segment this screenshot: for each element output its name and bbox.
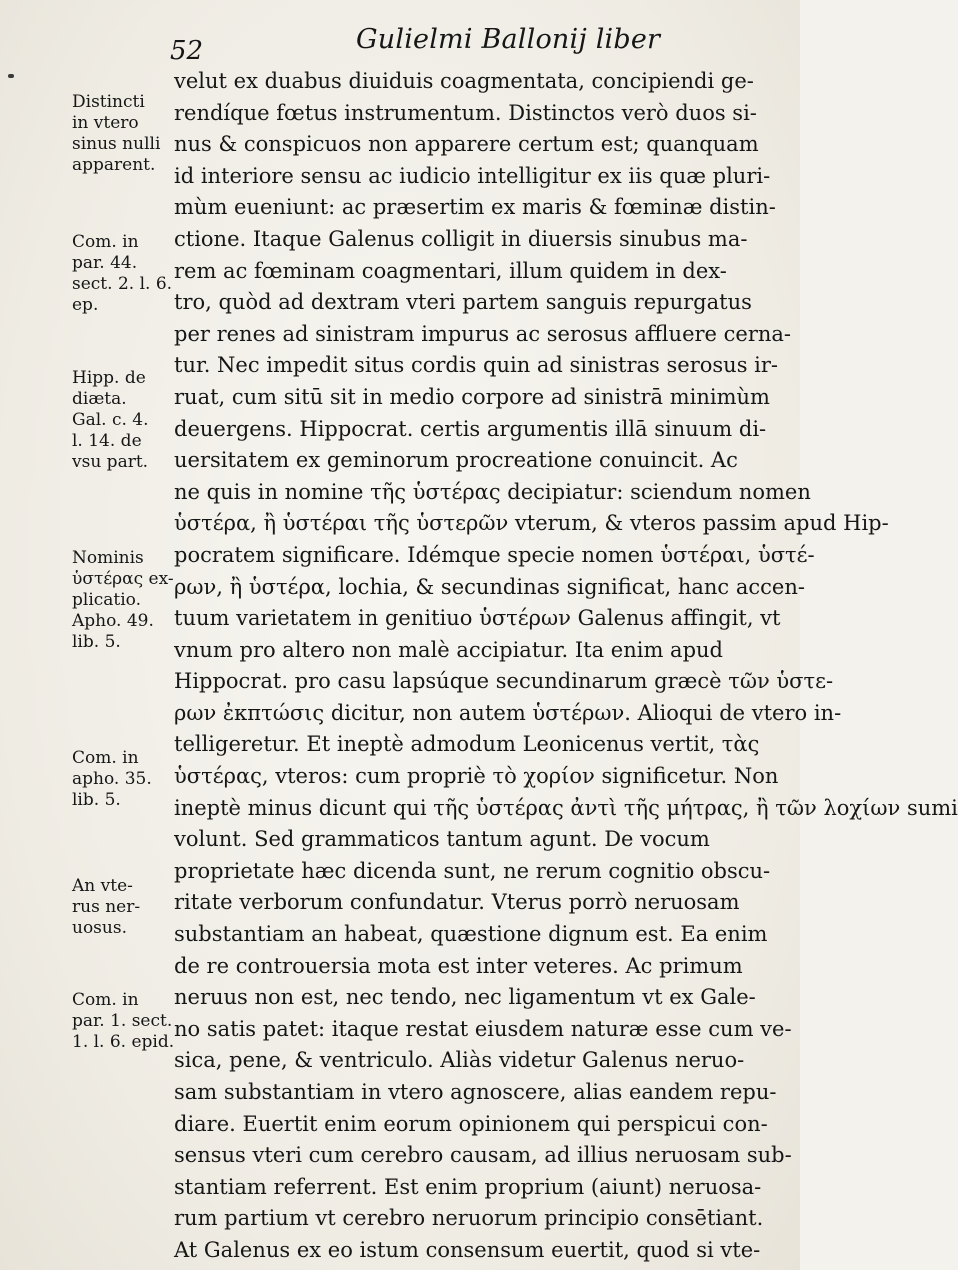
sidenote-com-in-par-1 xyxy=(72,990,180,1053)
text-line: vnum pro altero non malè accipiatur. Ita enim apud xyxy=(174,637,723,662)
body-text xyxy=(174,66,958,1267)
sidenote-line: Com. in xyxy=(72,990,139,1010)
text-line: velut ex duabus diuiduis coagmentata, concipiendi ge- xyxy=(174,69,754,93)
sidenote-line: lib. 5. xyxy=(72,632,121,652)
sidenote-line: Hipp. de xyxy=(72,368,146,388)
sidenote-distincti xyxy=(72,92,180,176)
sidenote-line: apho. 35. xyxy=(72,769,152,789)
page-number: 52 xyxy=(170,36,204,66)
sidenote-line: rus ner- xyxy=(72,897,141,917)
sidenote-line: par. 1. sect. xyxy=(72,1011,173,1031)
sidenote-line: 1. l. 6. epid. xyxy=(72,1032,175,1052)
text-line: ritate verborum confundatur. Vterus porrò neruosam xyxy=(174,890,740,915)
sidenote-an-vterus-neruosus xyxy=(72,876,180,939)
text-line: ne quis in nomine τῆς ὑστέρας decipiatur: sciendum nomen xyxy=(174,479,811,504)
text-line: no satis patet: itaque restat eiusdem naturæ esse cum ve- xyxy=(174,1016,792,1041)
text-line: substantiam an habeat, quæstione dignum est. Ea enim xyxy=(174,922,768,947)
text-line: telligeretur. Et ineptè admodum Leonicenus vertit, τὰς xyxy=(174,732,760,757)
sidenote-line: Nominis xyxy=(72,548,144,568)
sidenote-com-in-par-44 xyxy=(72,232,180,316)
text-line: nus & conspicuos non apparere certum est; quanquam xyxy=(174,132,759,157)
text-line: rum partium vt cerebro neruorum principio consētiant. xyxy=(174,1206,764,1231)
sidenote-line: Distincti xyxy=(72,92,145,112)
text-line: proprietate hæc dicenda sunt, ne rerum cognitio obscu- xyxy=(174,858,771,883)
text-line: tro, quòd ad dextram vteri partem sanguis repurgatus xyxy=(174,290,752,315)
text-line: rendíque fœtus instrumentum. Distinctos verò duos si- xyxy=(174,100,757,125)
sidenote-line: sect. 2. l. 6. xyxy=(72,274,173,294)
text-line: sensus vteri cum cerebro causam, ad illius neruosam sub- xyxy=(174,1143,792,1168)
text-line: pocratem significare. Idémque specie nomen ὑστέραι, ὑστέ- xyxy=(174,542,815,567)
text-line: id interiore sensu ac iudicio intelligitur ex iis quæ pluri- xyxy=(174,163,771,188)
text-line: ὑστέρα, ἢ ὑστέραι τῆς ὑστερῶν vterum, & vteros passim apud Hip- xyxy=(174,511,889,536)
sidenote-line: vsu part. xyxy=(72,452,149,472)
text-line: rem ac fœminam coagmentari, illum quidem in dex- xyxy=(174,258,727,283)
sidenote-line: l. 14. de xyxy=(72,431,142,451)
text-line: ὑστέρας, vteros: cum propriè τὸ χορίον significetur. Non xyxy=(174,764,779,789)
text-line: tuum varietatem in genitiuo ὑστέρων Galenus affingit, vt xyxy=(174,606,781,631)
text-line: stantiam referrent. Est enim proprium (aiunt) neruosa- xyxy=(174,1174,762,1199)
sidenote-line: Com. in xyxy=(72,748,139,768)
sidenote-line: lib. 5. xyxy=(72,790,121,810)
text-line: uersitatem ex geminorum procreatione conuincit. Ac xyxy=(174,448,738,473)
running-head: Gulielmi Ballonij liber xyxy=(356,24,661,55)
sidenote-line: Gal. c. 4. xyxy=(72,410,149,430)
sidenote-line: Com. in xyxy=(72,232,139,252)
text-line: ineptè minus dicunt qui τῆς ὑστέρας ἀντὶ τῆς μήτρας, ἢ τῶν λοχίων sumi xyxy=(174,795,958,820)
text-line: sam substantiam in vtero agnoscere, alias eandem repu- xyxy=(174,1080,777,1104)
text-line: neruus non est, nec tendo, nec ligamentum vt ex Gale- xyxy=(174,985,756,1010)
sidenote-line: apparent. xyxy=(72,155,156,175)
sidenote-line: sinus nulli xyxy=(72,134,161,154)
sidenote-hipp-de-diaeta xyxy=(72,368,180,473)
text-line: volunt. Sed grammaticos tantum agunt. De vocum xyxy=(174,827,710,852)
text-line: sica, pene, & ventriculo. Aliàs videtur Galenus neruo- xyxy=(174,1048,745,1073)
sidenote-line: in vtero xyxy=(72,113,139,133)
text-line: Hippocrat. pro casu lapsúque secundinarum græcè τῶν ὑστε- xyxy=(174,669,834,694)
sidenote-com-in-apho-35 xyxy=(72,748,180,811)
text-line: deuergens. Hippocrat. certis argumentis illā sinuum di- xyxy=(174,416,767,441)
text-line: ctione. Itaque Galenus colligit in diuersis sinubus ma- xyxy=(174,226,748,251)
text-line: de re controuersia mota est inter veteres. Ac primum xyxy=(174,953,743,978)
sidenote-line: uosus. xyxy=(72,918,127,938)
text-line: At Galenus ex eo istum consensum euertit, quod si vte- xyxy=(174,1237,761,1262)
sidenote-nominis xyxy=(72,548,180,653)
text-line: diare. Euertit enim eorum opinionem qui perspicui con- xyxy=(174,1111,768,1136)
text-line: ρων, ἢ ὑστέρα, lochia, & secundinas significat, hanc accen- xyxy=(174,574,805,599)
sidenote-line: An vte- xyxy=(72,876,133,896)
text-line: ρων ἐκπτώσις dicitur, non autem ὑστέρων. Alioqui de vtero in- xyxy=(174,700,842,725)
sidenote-line: Apho. 49. xyxy=(72,611,154,631)
text-line: ruat, cum sitū sit in medio corpore ad sinistrā minimùm xyxy=(174,384,770,409)
sidenote-line: par. 44. xyxy=(72,253,138,273)
sidenote-line: ep. xyxy=(72,295,99,315)
text-line: mùm eueniunt: ac præsertim ex maris & fœminæ distin- xyxy=(174,195,776,220)
ink-mark xyxy=(8,74,14,78)
text-line: per renes ad sinistram impurus ac serosus affluere cerna- xyxy=(174,321,792,346)
text-line: tur. Nec impedit situs cordis quin ad sinistras serosus ir- xyxy=(174,353,778,378)
sidenote-line: diæta. xyxy=(72,389,127,409)
sidenote-line: ὑστέρας ex- xyxy=(72,569,174,589)
sidenote-line: plicatio. xyxy=(72,590,142,610)
